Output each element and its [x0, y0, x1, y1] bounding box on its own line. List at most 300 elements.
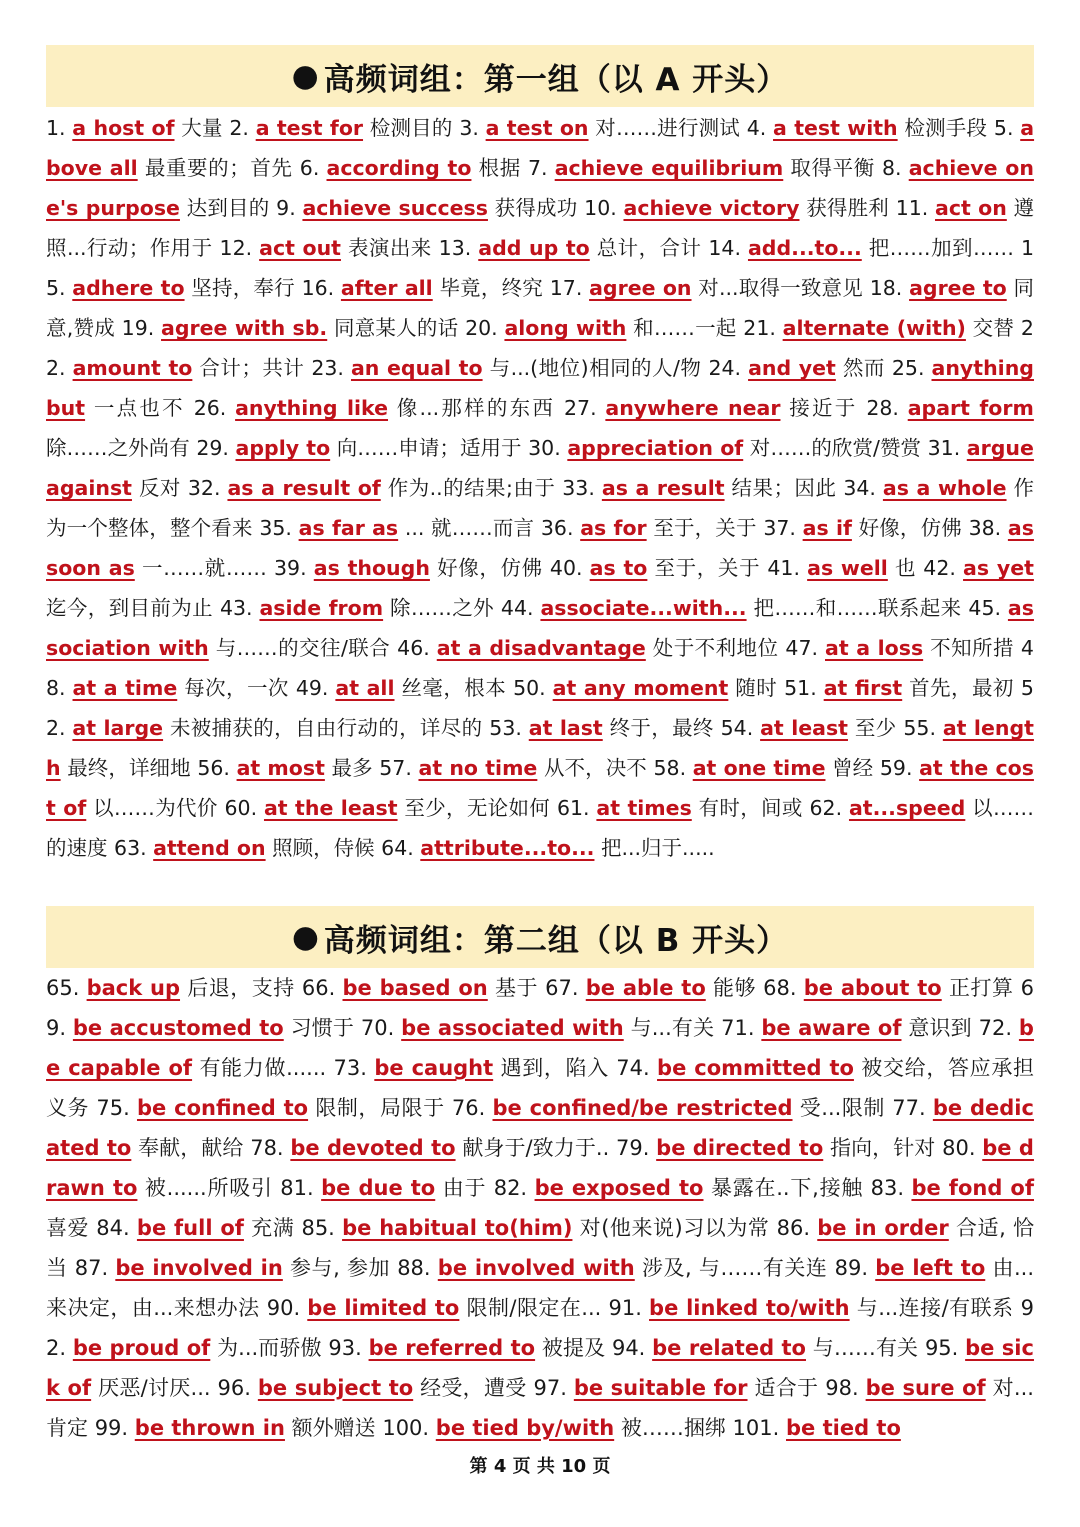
phrase-meaning: 至于，关于 — [654, 556, 761, 580]
entry-number: 53. — [489, 716, 522, 740]
entry-number: 81. — [280, 1176, 314, 1200]
page-footer: 第 4 页 共 10 页 — [469, 1456, 611, 1477]
phrase-meaning: 与...连接/有联系 — [856, 1296, 1014, 1320]
phrase-meaning: 获得成功 — [494, 196, 578, 220]
phrase-meaning: 遵照...行动；作用于 — [46, 196, 1035, 260]
entry-number: 25. — [891, 356, 925, 380]
phrase-term: at any moment — [552, 676, 729, 700]
entry-number: 62. — [809, 796, 843, 820]
entry-number: 47. — [785, 636, 819, 660]
phrase-meaning: 被......所吸引 — [144, 1176, 273, 1200]
phrase-meaning: 根据 — [478, 156, 521, 180]
phrase-term: be able to — [585, 976, 706, 1000]
phrase-meaning: 对……进行测试 — [595, 116, 740, 140]
phrase-term: at most — [236, 756, 325, 780]
phrase-meaning: 被交给，答应承担义务 — [46, 1056, 1035, 1120]
entry-number: 41. — [767, 556, 800, 580]
entry-number: 87. — [74, 1256, 109, 1280]
phrase-meaning: 然而 — [842, 356, 885, 380]
phrase-meaning: 额外赠送 — [291, 1416, 376, 1440]
phrase-term: an equal to — [350, 356, 483, 380]
phrase-meaning: 与...有关 — [630, 1016, 715, 1040]
phrase-term: be thrown in — [134, 1416, 285, 1440]
phrase-meaning: 作为一个整体，整个看来 — [46, 476, 1034, 540]
phrase-meaning: 向……申请；适用于 — [336, 436, 522, 460]
section-title-a — [46, 45, 1034, 107]
phrase-meaning: 首先，最初 — [909, 676, 1014, 700]
phrase-meaning: 厌恶/讨厌... — [98, 1376, 211, 1400]
phrase-meaning: 作为..的结果;由于 — [387, 476, 556, 500]
phrase-term: along with — [504, 316, 627, 340]
phrase-term: be subject to — [257, 1376, 414, 1400]
entry-number: 15. — [46, 236, 1035, 300]
entry-number: 64. — [381, 836, 414, 860]
phrase-term: be dedicated to — [46, 1096, 1034, 1160]
phrase-meaning: 为...而骄傲 — [217, 1336, 322, 1360]
phrase-meaning: 涉及, 与……有关连 — [641, 1256, 828, 1280]
phrase-meaning: 与……的交往/联合 — [215, 636, 391, 660]
phrase-term: at a time — [72, 676, 178, 700]
entry-number: 52. — [46, 676, 1034, 740]
phrase-meaning: 限制/限定在... — [466, 1296, 602, 1320]
phrase-meaning: 喜爱 — [46, 1216, 90, 1240]
entry-number: 28. — [866, 396, 899, 420]
phrase-meaning: 对……的欣赏/赞赏 — [749, 436, 922, 460]
entry-number: 45. — [968, 596, 1002, 620]
phrase-term: as for — [580, 516, 647, 540]
phrase-term: at times — [596, 796, 692, 820]
entry-number: 100. — [382, 1416, 430, 1440]
phrase-meaning: 照顾，侍候 — [272, 836, 375, 860]
entry-number: 75. — [96, 1096, 130, 1120]
phrase-meaning: 充满 — [251, 1216, 295, 1240]
entry-number: 14. — [708, 236, 741, 260]
entry-number: 36. — [540, 516, 574, 540]
phrase-meaning: 丝毫，根本 — [401, 676, 507, 700]
phrase-list-a — [46, 108, 1034, 868]
phrase-meaning: 被……捆绑 — [620, 1416, 726, 1440]
phrase-term: be habitual to(him) — [342, 1216, 573, 1240]
phrase-term: at...speed — [848, 796, 966, 820]
phrase-term: act on — [935, 196, 1007, 220]
entry-number: 31. — [927, 436, 961, 460]
entry-number: 39. — [274, 556, 307, 580]
phrase-term: amount to — [72, 356, 193, 380]
phrase-meaning: 不知所措 — [930, 636, 1014, 660]
phrase-meaning: 至少 — [854, 716, 897, 740]
entry-number: 99. — [94, 1416, 129, 1440]
entry-number: 8. — [882, 156, 902, 180]
phrase-meaning: 处于不利地位 — [652, 636, 779, 660]
phrase-meaning: 接近于 — [789, 396, 858, 420]
phrase-term: adhere to — [72, 276, 185, 300]
phrase-term: a test on — [485, 116, 589, 140]
entry-number: 13. — [438, 236, 472, 260]
phrase-meaning: 参与, 参加 — [290, 1256, 390, 1280]
phrase-term: at last — [528, 716, 603, 740]
entry-number: 66. — [301, 976, 336, 1000]
entry-number: 46. — [397, 636, 430, 660]
phrase-term: add up to — [478, 236, 590, 260]
phrase-meaning: 合计；共计 — [199, 356, 305, 380]
phrase-term: as to — [589, 556, 648, 580]
phrase-meaning: 习惯于 — [290, 1016, 355, 1040]
phrase-term: be directed to — [656, 1136, 824, 1160]
entry-number: 7. — [527, 156, 548, 180]
entry-number: 68. — [763, 976, 797, 1000]
entry-number: 67. — [545, 976, 579, 1000]
entry-number: 30. — [528, 436, 561, 460]
entry-number: 72. — [978, 1016, 1013, 1040]
phrase-term: be based on — [342, 976, 488, 1000]
phrase-term: be involved with — [437, 1256, 635, 1280]
phrase-term: attribute...to... — [420, 836, 595, 860]
phrase-meaning: 由于 — [442, 1176, 487, 1200]
phrase-term: agree with sb. — [161, 316, 328, 340]
phrase-meaning: 与……有关 — [812, 1336, 919, 1360]
phrase-meaning: 把……和……联系起来 — [753, 596, 962, 620]
phrase-term: be proud of — [72, 1336, 211, 1360]
phrase-meaning: 暴露在..下,接触 — [710, 1176, 864, 1200]
phrase-term: appreciation of — [567, 436, 744, 460]
phrase-meaning: 检测目的 — [369, 116, 453, 140]
entry-number: 22. — [46, 316, 1034, 380]
phrase-meaning: 能够 — [712, 976, 756, 1000]
entry-number: 70. — [360, 1016, 395, 1040]
phrase-meaning: 总计，合计 — [596, 236, 702, 260]
entry-number: 34. — [843, 476, 876, 500]
phrase-meaning: 同意某人的话 — [333, 316, 459, 340]
phrase-term: be confined/be restricted — [492, 1096, 793, 1120]
phrase-term: at length — [46, 716, 1034, 780]
phrase-meaning: 取得平衡 — [790, 156, 875, 180]
phrase-term: at large — [72, 716, 164, 740]
phrase-term: be referred to — [368, 1336, 536, 1360]
entry-number: 74. — [616, 1056, 650, 1080]
phrase-meaning: 至少，无论如何 — [404, 796, 551, 820]
phrase-meaning: ... 就……而言 — [404, 516, 535, 540]
phrase-meaning: 毕竟，终究 — [439, 276, 543, 300]
phrase-term: at a disadvantage — [436, 636, 646, 660]
section-title-text: 高频词组：第二组（以 B 开头） — [323, 922, 789, 959]
entry-number: 23. — [311, 356, 344, 380]
phrase-meaning: 像...那样的东西 — [396, 396, 556, 420]
entry-number: 77. — [892, 1096, 926, 1120]
phrase-term: be committed to — [657, 1056, 854, 1080]
phrase-term: anything like — [235, 396, 389, 420]
phrase-term: as far as — [298, 516, 399, 540]
phrase-term: be tied to — [786, 1416, 901, 1440]
entry-number: 95. — [924, 1336, 959, 1360]
phrase-term: as yet — [963, 556, 1034, 580]
entry-number: 73. — [333, 1056, 367, 1080]
phrase-term: as well — [807, 556, 888, 580]
phrase-meaning: 坚持，奉行 — [191, 276, 295, 300]
phrase-meaning: 奉献，献给 — [138, 1136, 244, 1160]
entry-number: 90. — [266, 1296, 301, 1320]
phrase-term: agree on — [589, 276, 692, 300]
phrase-term: be confined to — [136, 1096, 309, 1120]
entry-number: 1. — [46, 116, 66, 140]
entry-number: 83. — [870, 1176, 904, 1200]
entry-number: 10. — [584, 196, 617, 220]
bullet-icon: ● — [291, 919, 320, 955]
phrase-meaning: 适合于 — [754, 1376, 819, 1400]
entry-number: 40. — [549, 556, 583, 580]
phrase-term: achieve one's purpose — [46, 156, 1034, 220]
phrase-meaning: 随时 — [735, 676, 778, 700]
phrase-term: be suitable for — [573, 1376, 748, 1400]
entry-number: 50. — [513, 676, 546, 700]
phrase-term: at least — [760, 716, 848, 740]
phrase-meaning: 除……之外尚有 — [46, 436, 190, 460]
entry-number: 65. — [46, 976, 80, 1000]
phrase-meaning: 大量 — [181, 116, 223, 140]
phrase-term: as if — [802, 516, 852, 540]
phrase-term: be due to — [321, 1176, 436, 1200]
entry-number: 11. — [895, 196, 929, 220]
phrase-term: be capable of — [46, 1016, 1034, 1080]
phrase-term: aside from — [259, 596, 384, 620]
phrase-meaning: 以……为代价 — [93, 796, 218, 820]
entry-number: 60. — [224, 796, 258, 820]
phrase-meaning: 经受，遭受 — [420, 1376, 527, 1400]
entry-number: 19. — [121, 316, 155, 340]
entry-number: 49. — [295, 676, 329, 700]
entry-number: 94. — [611, 1336, 646, 1360]
phrase-term: argue against — [46, 436, 1034, 500]
phrase-term: be related to — [652, 1336, 806, 1360]
phrase-meaning: 也 — [894, 556, 917, 580]
entry-number: 24. — [708, 356, 742, 380]
phrase-meaning: 献身于/致力于.. — [462, 1136, 610, 1160]
phrase-meaning: 每次，一次 — [184, 676, 289, 700]
phrase-meaning: 达到目的 — [186, 196, 270, 220]
phrase-meaning: 后退，支持 — [187, 976, 295, 1000]
section-title-b — [46, 906, 1034, 968]
phrase-meaning: 意识到 — [908, 1016, 972, 1040]
entry-number: 9. — [276, 196, 296, 220]
phrase-term: above all — [46, 116, 1035, 180]
phrase-term: be exposed to — [534, 1176, 704, 1200]
phrase-meaning: 与...(地位)相同的人/物 — [489, 356, 702, 380]
entry-number: 71. — [721, 1016, 755, 1040]
phrase-term: a test for — [255, 116, 364, 140]
entry-number: 63. — [114, 836, 147, 860]
phrase-term: back up — [86, 976, 181, 1000]
phrase-meaning: 限制，局限于 — [315, 1096, 445, 1120]
phrase-term: be tied by/with — [435, 1416, 615, 1440]
phrase-meaning: 同意,赞成 — [46, 276, 1034, 340]
phrase-meaning: 受...限制 — [799, 1096, 885, 1120]
phrase-term: at no time — [418, 756, 538, 780]
phrase-term: a host of — [72, 116, 175, 140]
entry-number: 80. — [942, 1136, 976, 1160]
phrase-term: be accustomed to — [72, 1016, 284, 1040]
phrase-meaning: 由...来决定，由...来想办法 — [46, 1256, 1035, 1320]
phrase-term: as soon as — [46, 516, 1034, 580]
entry-number: 38. — [968, 516, 1002, 540]
phrase-term: alternate (with) — [782, 316, 966, 340]
phrase-meaning: 从不，决不 — [543, 756, 647, 780]
phrase-meaning: 至于，关于 — [653, 516, 757, 540]
entry-number: 88. — [397, 1256, 431, 1280]
phrase-term: be fond of — [911, 1176, 1034, 1200]
entry-number: 18. — [869, 276, 903, 300]
entry-number: 6. — [299, 156, 320, 180]
phrase-meaning: 把……加到…… — [868, 236, 1014, 260]
phrase-meaning: 基于 — [494, 976, 538, 1000]
entry-number: 93. — [328, 1336, 362, 1360]
phrase-term: add...to... — [747, 236, 862, 260]
phrase-term: attend on — [153, 836, 266, 860]
phrase-meaning: 一点也不 — [93, 396, 185, 420]
phrase-term: be caught — [374, 1056, 494, 1080]
phrase-term: anywhere near — [605, 396, 781, 420]
entry-number: 4. — [746, 116, 767, 140]
entry-number: 91. — [608, 1296, 642, 1320]
phrase-term: be devoted to — [290, 1136, 456, 1160]
entry-number: 42. — [923, 556, 956, 580]
entry-number: 32. — [187, 476, 221, 500]
phrase-term: after all — [340, 276, 433, 300]
entry-number: 51. — [784, 676, 817, 700]
phrase-meaning: 终于，最终 — [609, 716, 714, 740]
section-title-text: 高频词组：第一组（以 A 开头） — [323, 61, 789, 98]
phrase-meaning: 交替 — [972, 316, 1015, 340]
entry-number: 89. — [834, 1256, 869, 1280]
entry-number: 84. — [96, 1216, 130, 1240]
phrase-term: be about to — [803, 976, 942, 1000]
entry-number: 44. — [500, 596, 534, 620]
phrase-term: at the least — [263, 796, 398, 820]
phrase-term: achieve success — [302, 196, 488, 220]
phrase-term: be aware of — [761, 1016, 902, 1040]
bullet-icon: ● — [291, 58, 320, 94]
entry-number: 26. — [193, 396, 227, 420]
phrase-term: at a loss — [825, 636, 924, 660]
phrase-term: at the cost of — [46, 756, 1034, 820]
entry-number: 3. — [459, 116, 479, 140]
entry-number: 86. — [776, 1216, 811, 1240]
phrase-meaning: 有时，间或 — [698, 796, 803, 820]
entry-number: 61. — [556, 796, 590, 820]
phrase-term: as a whole — [882, 476, 1007, 500]
phrase-meaning: 曾经 — [832, 756, 874, 780]
phrase-term: anything but — [46, 356, 1034, 420]
phrase-meaning: 对...取得一致意见 — [698, 276, 863, 300]
phrase-term: at one time — [692, 756, 826, 780]
phrase-term: be sure of — [865, 1376, 986, 1400]
entry-number: 59. — [879, 756, 913, 780]
phrase-term: associate...with... — [540, 596, 747, 620]
phrase-term: be sick of — [46, 1336, 1034, 1400]
phrase-meaning: 最重要的；首先 — [144, 156, 293, 180]
entry-number: 55. — [903, 716, 936, 740]
entry-number: 20. — [465, 316, 498, 340]
entry-number: 48. — [46, 636, 1034, 700]
phrase-meaning: 合适, 恰当 — [46, 1216, 1034, 1280]
phrase-term: act out — [259, 236, 341, 260]
phrase-meaning: 和……一起 — [633, 316, 737, 340]
phrase-meaning: 检测手段 — [904, 116, 988, 140]
phrase-term: a test with — [773, 116, 898, 140]
entry-number: 79. — [616, 1136, 650, 1160]
entry-number: 2. — [229, 116, 249, 140]
entry-number: 69. — [46, 976, 1035, 1040]
phrase-meaning: 好像，仿佛 — [437, 556, 543, 580]
phrase-term: achieve victory — [623, 196, 800, 220]
entry-number: 97. — [533, 1376, 567, 1400]
phrase-term: according to — [326, 156, 472, 180]
phrase-term: be involved in — [115, 1256, 283, 1280]
phrase-list-b — [46, 968, 1034, 1448]
phrase-term: as a result of — [227, 476, 381, 500]
phrase-meaning: 遇到，陷入 — [500, 1056, 609, 1080]
phrase-meaning: 好像，仿佛 — [858, 516, 962, 540]
entry-number: 17. — [549, 276, 583, 300]
entry-number: 16. — [301, 276, 335, 300]
phrase-term: at all — [335, 676, 395, 700]
phrase-term: be limited to — [307, 1296, 460, 1320]
entry-number: 21. — [743, 316, 776, 340]
entry-number: 101. — [732, 1416, 780, 1440]
entry-number: 82. — [493, 1176, 528, 1200]
entry-number: 37. — [763, 516, 796, 540]
phrase-term: apart form — [907, 396, 1034, 420]
entry-number: 27. — [563, 396, 597, 420]
phrase-term: agree to — [909, 276, 1007, 300]
entry-number: 12. — [219, 236, 253, 260]
entry-number: 92. — [46, 1296, 1034, 1360]
entry-number: 58. — [653, 756, 687, 780]
entry-number: 43. — [219, 596, 253, 620]
phrase-term: apply to — [235, 436, 331, 460]
entry-number: 54. — [720, 716, 754, 740]
phrase-term: at first — [823, 676, 903, 700]
phrase-meaning: 把...归于..... — [600, 836, 715, 860]
phrase-term: be full of — [136, 1216, 244, 1240]
phrase-meaning: 一……就…… — [141, 556, 267, 580]
phrase-term: be left to — [875, 1256, 986, 1280]
phrase-term: achieve equilibrium — [554, 156, 784, 180]
phrase-meaning: 以……的速度 — [46, 796, 1034, 860]
phrase-term: be associated with — [401, 1016, 624, 1040]
entry-number: 29. — [196, 436, 229, 460]
phrase-meaning: 被提及 — [541, 1336, 606, 1360]
phrase-meaning: 迄今，到目前为止 — [46, 596, 214, 620]
entry-number: 35. — [259, 516, 292, 540]
phrase-term: and yet — [748, 356, 836, 380]
entry-number: 56. — [197, 756, 230, 780]
entry-number: 76. — [451, 1096, 486, 1120]
phrase-term: association with — [46, 596, 1034, 660]
phrase-meaning: 结果；因此 — [731, 476, 837, 500]
phrase-meaning: 对...肯定 — [46, 1376, 1034, 1440]
phrase-term: be in order — [817, 1216, 949, 1240]
phrase-meaning: 有能力做...... — [199, 1056, 327, 1080]
entry-number: 85. — [301, 1216, 335, 1240]
entry-number: 5. — [993, 116, 1014, 140]
phrase-meaning: 获得胜利 — [806, 196, 889, 220]
phrase-meaning: 最多 — [331, 756, 373, 780]
phrase-meaning: 表演出来 — [347, 236, 432, 260]
phrase-meaning: 未被捕获的，自由行动的，详尽的 — [169, 716, 483, 740]
phrase-meaning: 除……之外 — [390, 596, 495, 620]
phrase-meaning: 对(他来说)习以为常 — [579, 1216, 770, 1240]
phrase-term: as a result — [601, 476, 725, 500]
phrase-meaning: 指向，针对 — [830, 1136, 936, 1160]
